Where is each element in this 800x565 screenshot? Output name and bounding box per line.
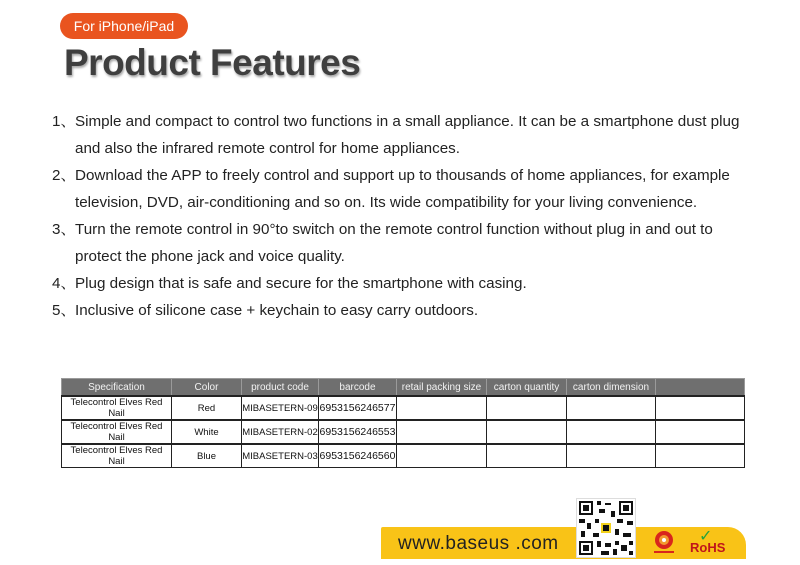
table-cell: 6953156246560 [319,444,397,468]
feature-text: Turn the remote control in 90°to switch on the remote control function without plug in and out to protect the phone jack and voice quality. [75,221,713,265]
feature-text: Inclusive of silicone case + keychain to easy carry outdoors. [75,302,479,319]
certification-seal-icon [651,529,677,555]
feature-number: 1、 [52,113,76,130]
table-cell [487,444,567,468]
feature-item [52,270,752,297]
table-cell: Telecontrol Elves Red Nail [62,444,172,468]
column-header: carton quantity [487,379,567,397]
table-cell [397,420,487,444]
table-cell: Red [172,396,242,420]
table-cell [397,444,487,468]
table-cell: 6953156246577 [319,396,397,420]
feature-number: 3、 [52,221,76,238]
table-cell: Telecontrol Elves Red Nail [62,396,172,420]
column-header: Specification [62,379,172,397]
table-row [62,420,745,444]
feature-number: 5、 [52,302,76,319]
table-header-row [62,379,745,397]
table-cell: White [172,420,242,444]
table-cell [656,444,745,468]
page-title: Product Features [64,42,361,83]
table-cell: MIBASETERN-09 [242,396,319,420]
rohs-label: RoHS [690,540,726,555]
table-cell: MIBASETERN-02 [242,420,319,444]
table-cell: Telecontrol Elves Red Nail [62,420,172,444]
table-cell [656,396,745,420]
table-cell [567,396,656,420]
column-header: barcode [319,379,397,397]
feature-item [52,108,752,162]
table-cell [567,444,656,468]
column-header: Color [172,379,242,397]
feature-text: Download the APP to freely control and support up to thousands of home appliances, for example television, DVD, air-conditioning and so on. Its wide compatibility for your living convenience. [75,167,730,211]
feature-number: 4、 [52,275,76,292]
feature-number: 2、 [52,167,76,184]
feature-item [52,162,752,216]
feature-text: Simple and compact to control two functions in a small appliance. It can be a smartphone dust plug and also the infrared remote control for home appliances. [75,113,740,157]
column-header: carton dimension [567,379,656,397]
platform-badge: For iPhone/iPad [60,13,188,39]
table-cell: MIBASETERN-03 [242,444,319,468]
table-cell [487,396,567,420]
column-header [656,379,745,397]
table-cell [397,396,487,420]
table-row [62,444,745,468]
column-header: product code [242,379,319,397]
table-cell [656,420,745,444]
table-cell [567,420,656,444]
spec-table [61,378,745,468]
column-header: retail packing size [397,379,487,397]
feature-item [52,297,752,324]
checkmark-icon: ✓ [699,528,713,545]
qr-code-icon [576,498,636,558]
feature-text: Plug design that is safe and secure for the smartphone with casing. [75,275,527,292]
table-cell: Blue [172,444,242,468]
table-row [62,396,745,420]
feature-list [52,108,752,324]
website-link[interactable]: www.baseus .com [398,533,559,554]
feature-item [52,216,752,270]
table-cell: 6953156246553 [319,420,397,444]
table-cell [487,420,567,444]
